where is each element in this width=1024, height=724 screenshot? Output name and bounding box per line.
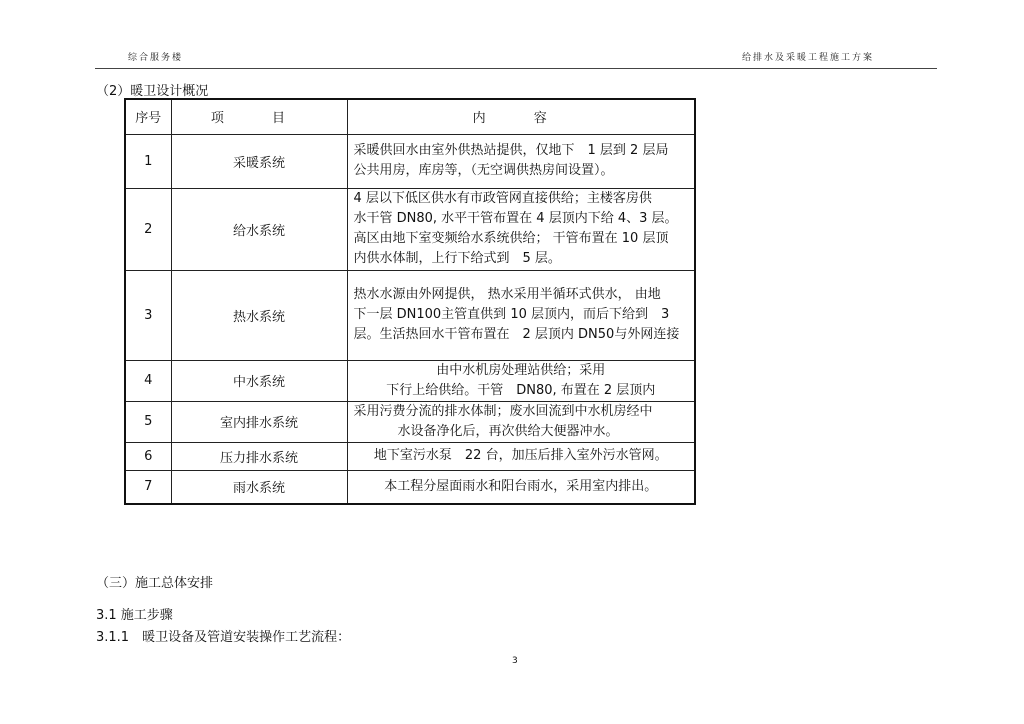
column-header-item: 项 目: [171, 99, 347, 134]
section-heading-3: （三）施工总体安排: [96, 576, 214, 591]
column-header-no: 序号: [125, 99, 171, 134]
design-overview-table: [124, 98, 696, 505]
row-item: 雨水系统: [171, 470, 347, 504]
content-line: 由中水机房处理站供给；采用: [436, 362, 606, 378]
row-item: 采暖系统: [171, 134, 347, 188]
row-number: 4: [125, 360, 171, 401]
table-row: [125, 401, 695, 442]
table-header-row: [125, 99, 695, 134]
row-item: 压力排水系统: [171, 442, 347, 470]
column-header-content: 内 容: [347, 99, 695, 134]
row-number: 7: [125, 470, 171, 504]
row-content: [347, 360, 695, 401]
row-item: 给水系统: [171, 188, 347, 270]
content-line: 层。生活热回水干管布置在 2 层顶内 DN50与外网连接: [353, 327, 680, 342]
table-row: [125, 470, 695, 504]
row-content: [347, 401, 695, 442]
row-item: 热水系统: [171, 270, 347, 360]
section-heading: （2）暖卫设计概况: [96, 84, 209, 99]
content-line: 下一层 DN100主管直供到 10 层顶内，而后下给到 3: [353, 307, 670, 322]
header-left-title: 综合服务楼: [128, 53, 184, 63]
row-content: [347, 442, 695, 470]
header-divider: [95, 68, 937, 69]
row-item: 室内排水系统: [171, 401, 347, 442]
content-line: 高区由地下室变频给水系统供给； 干管布置在 10 层顶: [353, 231, 669, 246]
content-line: 水干管 DN80, 水平干管布置在 4 层顶内下给 4、3 层。: [353, 211, 678, 226]
content-line: 水设备净化后，再次供给大便器冲水。: [397, 423, 619, 439]
table-row: [125, 442, 695, 470]
table-row: [125, 188, 695, 270]
table-row: [125, 360, 695, 401]
content-line: 下行上给供给。干管 DN80, 布置在 2 层顶内: [386, 382, 656, 398]
row-number: 5: [125, 401, 171, 442]
page-number: 3: [512, 656, 518, 666]
row-content: [347, 134, 695, 188]
content-line: 本工程分屋面雨水和阳台雨水，采用室内排出。: [384, 478, 658, 494]
subsection-3-1: 3.1 施工步骤: [96, 608, 173, 623]
content-line: 采暖供回水由室外供热站提供，仅地下 1 层到 2 层局: [353, 143, 669, 158]
row-content: [347, 270, 695, 360]
table-row: [125, 270, 695, 360]
row-number: 1: [125, 134, 171, 188]
content-line: 4 层以下低区供水有市政管网直接供给；主楼客房供: [353, 191, 652, 206]
row-item: 中水系统: [171, 360, 347, 401]
content-line: 热水水源由外网提供， 热水采用半循环式供水， 由地: [353, 287, 661, 302]
table-row: [125, 134, 695, 188]
content-line: 公共用房，库房等，（无空调供热房间设置）。: [353, 163, 614, 178]
subsection-3-1-1: 3.1.1 暖卫设备及管道安装操作工艺流程：: [96, 630, 351, 645]
row-number: 3: [125, 270, 171, 360]
header-right-title: 给排水及采暖工程施工方案: [741, 53, 874, 63]
content-line: 地下室污水泵 22 台，加压后排入室外污水管网。: [373, 448, 668, 463]
row-content: [347, 188, 695, 270]
content-line: 采用污费分流的排水体制；废水回流到中水机房经中: [353, 403, 653, 419]
content-line: 内供水体制，上行下给式到 5 层。: [353, 251, 561, 266]
row-content: [347, 470, 695, 504]
row-number: 2: [125, 188, 171, 270]
row-number: 6: [125, 442, 171, 470]
